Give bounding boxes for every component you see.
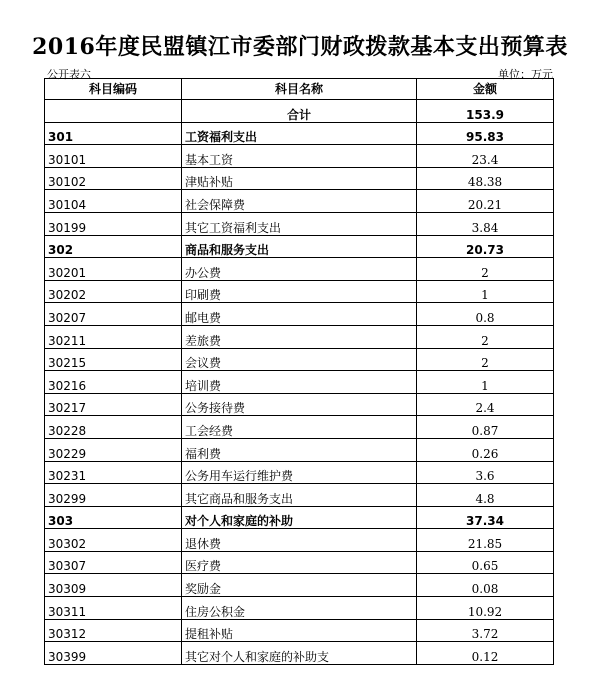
row-amount: 4.8 bbox=[417, 484, 554, 507]
row-name: 对个人和家庭的补助 bbox=[182, 506, 417, 529]
table-row bbox=[45, 416, 554, 439]
table-row bbox=[45, 506, 554, 529]
row-code: 30307 bbox=[45, 551, 182, 574]
row-amount: 0.8 bbox=[417, 303, 554, 326]
row-amount: 3.72 bbox=[417, 619, 554, 642]
row-name: 其它对个人和家庭的补助支 bbox=[182, 642, 417, 665]
table-row bbox=[45, 393, 554, 416]
table-row bbox=[45, 167, 554, 190]
row-name: 印刷费 bbox=[182, 280, 417, 303]
row-code: 30199 bbox=[45, 212, 182, 235]
row-name: 办公费 bbox=[182, 258, 417, 281]
row-name: 合计 bbox=[182, 100, 417, 123]
row-amount: 1 bbox=[417, 280, 554, 303]
row-code: 30216 bbox=[45, 371, 182, 394]
row-code: 30302 bbox=[45, 529, 182, 552]
row-amount: 48.38 bbox=[417, 167, 554, 190]
table-row bbox=[45, 325, 554, 348]
table-row bbox=[45, 190, 554, 213]
row-code: 30399 bbox=[45, 642, 182, 665]
table-row bbox=[45, 551, 554, 574]
table-row bbox=[45, 348, 554, 371]
row-name: 津贴补贴 bbox=[182, 167, 417, 190]
row-name: 福利费 bbox=[182, 438, 417, 461]
table-row bbox=[45, 461, 554, 484]
row-code: 30299 bbox=[45, 484, 182, 507]
table-row bbox=[45, 438, 554, 461]
row-code: 30102 bbox=[45, 167, 182, 190]
row-code: 30311 bbox=[45, 597, 182, 620]
row-name: 商品和服务支出 bbox=[182, 235, 417, 258]
row-name: 其它工资福利支出 bbox=[182, 212, 417, 235]
table-row bbox=[45, 303, 554, 326]
row-name: 公务用车运行维护费 bbox=[182, 461, 417, 484]
budget-table-body bbox=[45, 79, 554, 665]
header-amount: 金额 bbox=[417, 79, 554, 100]
row-code: 30215 bbox=[45, 348, 182, 371]
row-amount: 3.84 bbox=[417, 212, 554, 235]
table-reference: 公开表六 bbox=[47, 68, 91, 81]
row-amount: 2 bbox=[417, 348, 554, 371]
row-amount: 10.92 bbox=[417, 597, 554, 620]
table-row bbox=[45, 574, 554, 597]
page-title: 2016年度民盟镇江市委部门财政拨款基本支出预算表 bbox=[32, 34, 568, 60]
header-name: 科目名称 bbox=[182, 79, 417, 100]
row-name: 工资福利支出 bbox=[182, 122, 417, 145]
row-amount: 21.85 bbox=[417, 529, 554, 552]
row-amount: 0.26 bbox=[417, 438, 554, 461]
row-amount: 2 bbox=[417, 258, 554, 281]
table-row bbox=[45, 122, 554, 145]
row-code: 30231 bbox=[45, 461, 182, 484]
table-row bbox=[45, 642, 554, 665]
row-name: 奖励金 bbox=[182, 574, 417, 597]
row-code: 30101 bbox=[45, 145, 182, 168]
row-amount: 20.73 bbox=[417, 235, 554, 258]
row-name: 提租补贴 bbox=[182, 619, 417, 642]
row-name: 退休费 bbox=[182, 529, 417, 552]
row-name: 培训费 bbox=[182, 371, 417, 394]
table-row bbox=[45, 212, 554, 235]
table-row bbox=[45, 235, 554, 258]
table-header-row bbox=[45, 79, 554, 100]
unit-label: 单位：万元 bbox=[498, 68, 553, 81]
row-name: 公务接待费 bbox=[182, 393, 417, 416]
row-code: 301 bbox=[45, 122, 182, 145]
row-code: 30217 bbox=[45, 393, 182, 416]
row-name: 会议费 bbox=[182, 348, 417, 371]
row-code: 30228 bbox=[45, 416, 182, 439]
header-code: 科目编码 bbox=[45, 79, 182, 100]
row-name: 工会经费 bbox=[182, 416, 417, 439]
row-code: 30104 bbox=[45, 190, 182, 213]
row-amount: 3.6 bbox=[417, 461, 554, 484]
row-code: 30309 bbox=[45, 574, 182, 597]
row-amount: 0.87 bbox=[417, 416, 554, 439]
row-name: 邮电费 bbox=[182, 303, 417, 326]
row-code: 302 bbox=[45, 235, 182, 258]
row-amount: 153.9 bbox=[417, 100, 554, 123]
row-name: 差旅费 bbox=[182, 325, 417, 348]
row-code: 30312 bbox=[45, 619, 182, 642]
budget-table bbox=[44, 78, 554, 665]
table-row bbox=[45, 258, 554, 281]
row-amount: 23.4 bbox=[417, 145, 554, 168]
row-code bbox=[45, 100, 182, 123]
row-code: 30211 bbox=[45, 325, 182, 348]
row-amount: 2 bbox=[417, 325, 554, 348]
row-amount: 20.21 bbox=[417, 190, 554, 213]
row-amount: 37.34 bbox=[417, 506, 554, 529]
table-row bbox=[45, 371, 554, 394]
row-name: 基本工资 bbox=[182, 145, 417, 168]
row-code: 303 bbox=[45, 506, 182, 529]
table-row bbox=[45, 597, 554, 620]
row-name: 医疗费 bbox=[182, 551, 417, 574]
row-amount: 1 bbox=[417, 371, 554, 394]
row-code: 30229 bbox=[45, 438, 182, 461]
row-name: 社会保障费 bbox=[182, 190, 417, 213]
table-row bbox=[45, 619, 554, 642]
row-amount: 0.12 bbox=[417, 642, 554, 665]
row-name: 其它商品和服务支出 bbox=[182, 484, 417, 507]
row-amount: 2.4 bbox=[417, 393, 554, 416]
row-amount: 0.08 bbox=[417, 574, 554, 597]
row-code: 30202 bbox=[45, 280, 182, 303]
row-name: 住房公积金 bbox=[182, 597, 417, 620]
table-row bbox=[45, 280, 554, 303]
row-amount: 0.65 bbox=[417, 551, 554, 574]
table-row bbox=[45, 100, 554, 123]
table-row bbox=[45, 484, 554, 507]
row-code: 30201 bbox=[45, 258, 182, 281]
table-row bbox=[45, 145, 554, 168]
table-row bbox=[45, 529, 554, 552]
row-code: 30207 bbox=[45, 303, 182, 326]
row-amount: 95.83 bbox=[417, 122, 554, 145]
